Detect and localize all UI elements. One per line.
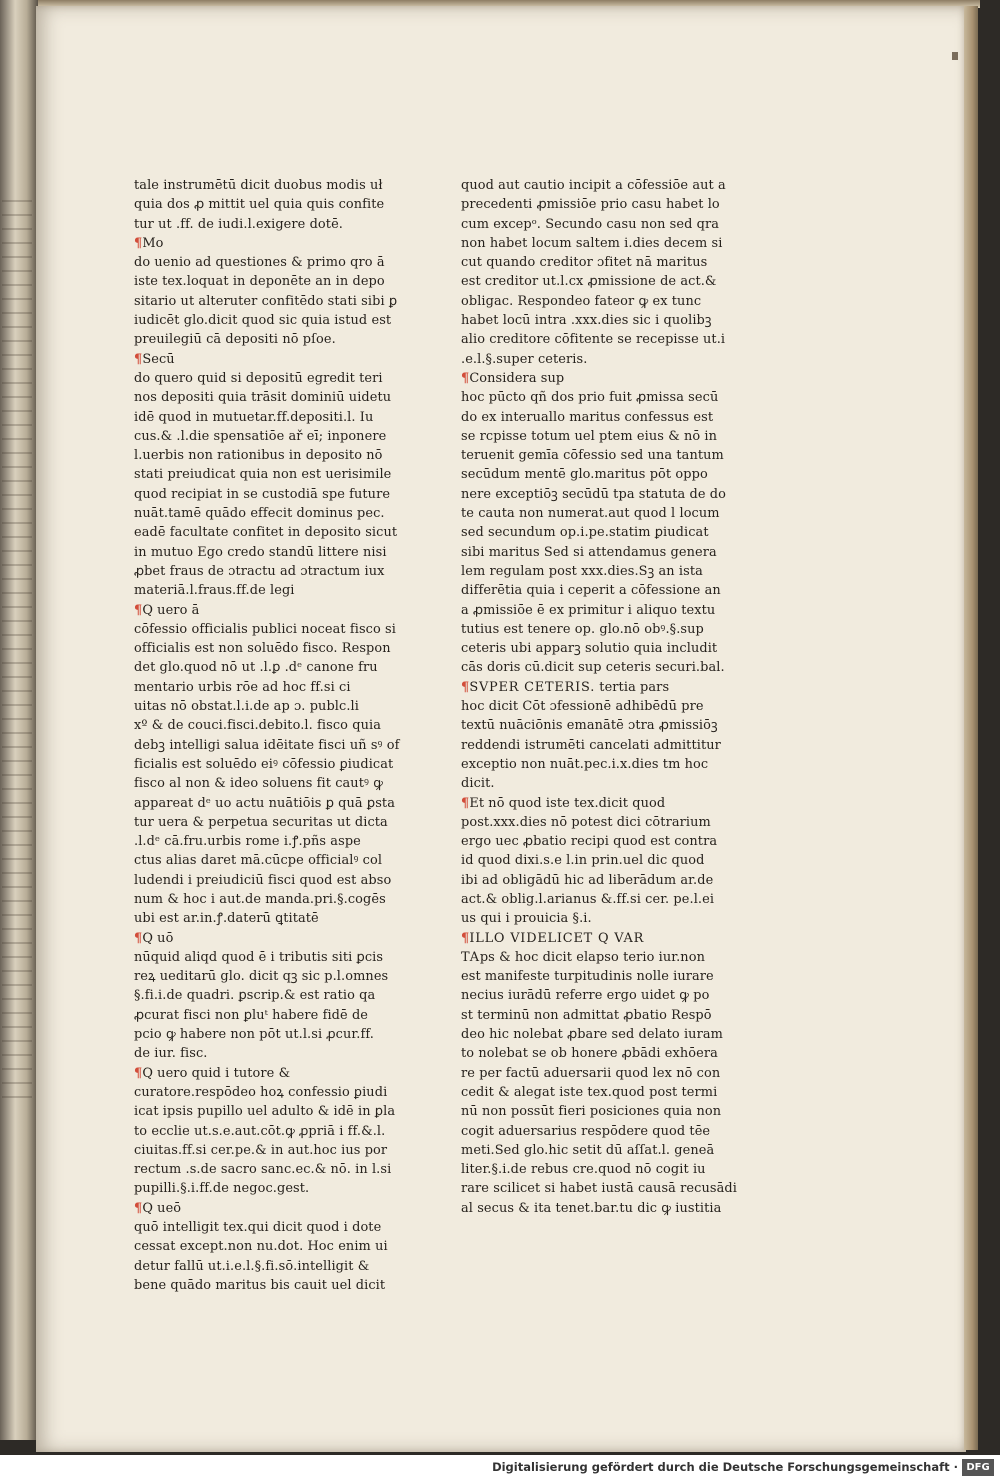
line-text: quia dos ꝓ mittit uel quia quis confite	[134, 197, 385, 213]
text-line	[461, 948, 706, 967]
text-line	[461, 774, 706, 793]
line-text: det glo.quod nō ut .l.ꝑ .dᵉ canone fru	[134, 660, 378, 676]
text-line	[461, 755, 709, 774]
text-line	[461, 1141, 715, 1160]
text-line	[134, 1044, 379, 1063]
line-text: hoc dicit Cōt ɔfessionē adhibēdū pre	[461, 699, 704, 715]
text-line	[134, 716, 379, 735]
text-line	[461, 1160, 706, 1179]
line-text: Q uero quid i tutore &	[142, 1065, 291, 1081]
text-line	[134, 1006, 379, 1025]
line-text: uitas nō obstat.l.i.de ap ɔ. publc.li	[134, 699, 359, 715]
line-text: deo hic nolebat ꝓbare sed delato iuram	[461, 1027, 723, 1043]
text-line	[134, 851, 383, 870]
line-text: do quero quid si depositū egredit teri	[134, 370, 383, 386]
text-line	[134, 465, 392, 484]
line-text: cogit aduersarius respōdere quod tēe	[461, 1123, 711, 1139]
line-text: rare scilicet si habet iustā causā recusādi	[461, 1181, 737, 1197]
line-text: cus.& .l.die spensatiōe ař eī; inponere	[134, 428, 387, 444]
text-line	[134, 1083, 388, 1102]
text-line	[461, 813, 711, 832]
line-text: icat ipsis pupillo uel adulto & idē in ꝑla	[134, 1104, 396, 1120]
line-text: re per factū aduersarii quod lex nō con	[461, 1065, 721, 1081]
text-line	[134, 176, 383, 195]
text-line	[461, 311, 712, 330]
line-text: al secus & ita tenet.bar.tu dic ꝙ iustitia	[461, 1200, 722, 1216]
line-text: xº & de couci.fisci.debito.l. fisco quia	[134, 718, 381, 734]
line-text: Secū	[142, 351, 175, 367]
line-text: idē quod in mutuetar.ff.depositi.l. Iu	[134, 409, 374, 425]
text-line	[134, 755, 394, 774]
text-line	[134, 253, 385, 272]
text-line	[461, 678, 706, 697]
text-line	[134, 601, 379, 620]
text-line	[461, 350, 706, 369]
line-text: pcio ꝙ habere non pōt ut.l.si ꝓcur.ff.	[134, 1027, 374, 1043]
line-text: sed secundum op.i.pe.statim ꝑiudicat	[461, 525, 709, 541]
text-line	[461, 890, 715, 909]
text-line	[134, 504, 385, 523]
line-text: nere exceptiōꝫ secūdū tpa statuta de do	[461, 486, 727, 502]
text-line	[461, 601, 716, 620]
text-line	[134, 620, 396, 639]
rubric-mark: ¶	[134, 235, 143, 251]
line-text: habet locū intra .xxx.dies sic i quolibꝫ	[461, 313, 712, 329]
line-text: precedenti ꝓmissiōe prio casu habet lo	[461, 197, 720, 213]
text-line	[461, 697, 706, 716]
rubric-mark: ¶	[134, 1200, 143, 1216]
line-text: act.& oblig.l.arianus &.ff.si cer. pe.l.ei	[461, 891, 715, 907]
line-text: .e.l.§.super ceteris.	[461, 351, 588, 367]
line-text: tutius est tenere op. glo.nō obꝰ.§.sup	[461, 621, 704, 637]
text-line	[461, 523, 709, 542]
text-line	[461, 388, 719, 407]
line-text: quod aut cautio incipit a cōfessiōe aut a	[461, 178, 726, 193]
text-line	[134, 890, 386, 909]
text-line	[461, 253, 706, 272]
rubric-mark: ¶	[134, 351, 143, 367]
line-text: eadē facultate confitet in deposito sicut	[134, 525, 398, 541]
text-line	[134, 909, 379, 928]
line-text: Et nō quod iste tex.dicit quod	[469, 795, 666, 811]
line-text: stati preiudicat quia non est uerisimile	[134, 467, 392, 483]
line-text: Q uero ā	[142, 602, 200, 618]
text-line	[461, 658, 725, 677]
line-text: to ecclie ut.s.e.aut.cōt.ꝙ ꝓpriā i ff.&.l.	[134, 1123, 386, 1139]
text-line	[134, 485, 391, 504]
line-text: nuāt.tamē quādo effecit dominus pec.	[134, 506, 385, 522]
text-line	[461, 794, 706, 813]
text-line	[134, 871, 392, 890]
rubric-mark: ¶	[134, 602, 143, 618]
rubric-mark: ¶	[461, 930, 470, 946]
text-line	[134, 234, 379, 253]
text-column-right	[461, 176, 737, 1218]
text-line	[461, 543, 717, 562]
line-text: ciuitas.ff.si cer.pe.& in aut.hoc ius por	[134, 1142, 388, 1158]
line-text: rectum .s.de sacro sanc.ec.& nō. in l.si	[134, 1162, 392, 1178]
text-column-left	[134, 176, 400, 1295]
line-text: est creditor ut.l.cx ꝓmissione de act.&	[461, 274, 717, 290]
line-text: in mutuo Ego credo standū littere nisi	[134, 544, 387, 560]
line-text: bene quādo maritus bis cauit uel dicit	[134, 1277, 386, 1293]
line-text: hoc pūcto qñ dos prio fuit ꝓmissa secū	[461, 390, 719, 406]
rubric-mark: ¶	[134, 1065, 143, 1081]
rubric-mark: ¶	[461, 679, 470, 695]
line-text: curatore.respōdeo hoꝝ confessio ꝑiudi	[134, 1084, 388, 1100]
line-text: id quod dixi.s.e l.in prin.uel dic quod	[461, 853, 705, 869]
text-line	[134, 369, 383, 388]
text-line	[461, 427, 718, 446]
text-line	[134, 408, 379, 427]
line-text: .l.dᵉ cā.fru.urbis rome i.ꝭ.pñs aspe	[134, 834, 361, 850]
text-line	[134, 1257, 379, 1276]
text-line	[461, 1122, 711, 1141]
text-line	[461, 1199, 722, 1218]
text-line	[134, 794, 395, 813]
line-text: ficialis est soluēdo eiꝰ cōfessio ꝑiudicat	[134, 756, 394, 772]
rubric-mark: ¶	[461, 370, 470, 386]
text-line	[461, 504, 720, 523]
line-text: non habet locum saltem i.dies decem si	[461, 235, 723, 251]
line-text: teruenit gemīa cōfessio sed una tantum	[461, 448, 724, 464]
text-line	[134, 813, 388, 832]
line-text: ceteris ubi apparꝫ solutio quia includit	[461, 641, 718, 657]
line-text: preuilegiū cā depositi nō pſoe.	[134, 332, 336, 348]
text-line	[134, 1102, 396, 1121]
text-line	[461, 465, 706, 484]
text-line	[134, 774, 383, 793]
line-text: obligac. Respondeo fateor ꝙ ex tunc	[461, 293, 702, 309]
line-text: iudicēt glo.dicit quod sic quia istud est	[134, 313, 392, 329]
text-line	[134, 1064, 379, 1083]
text-line	[461, 871, 714, 890]
text-line	[134, 195, 385, 214]
line-text: Mo	[142, 235, 164, 251]
line-text: ctus alias daret mā.cūcpe officialꝰ col	[134, 853, 383, 869]
line-text: officialis est non soluēdo fisco. Respon	[134, 641, 391, 657]
line-text: Q uō	[142, 930, 174, 946]
text-line	[461, 234, 723, 253]
section-heading: ILLO VIDELICET Q VAR	[469, 930, 645, 946]
line-text: se rcpisse totum uel ptem eius & nō in	[461, 428, 718, 444]
text-line	[461, 1083, 718, 1102]
line-text: post.xxx.dies nō potest dici cōtrarium	[461, 814, 711, 830]
text-line	[134, 986, 379, 1005]
dfg-logo: DFG	[962, 1459, 994, 1476]
line-text: cōfessio officialis publici noceat fisco si	[134, 621, 396, 637]
text-line	[134, 330, 379, 349]
line-text: a ꝓmissiōe ē ex primitur i aliquo textu	[461, 602, 716, 618]
line-text: cessat except.non nu.dot. Hoc enim ui	[134, 1239, 388, 1255]
text-line	[134, 562, 385, 581]
text-line	[134, 311, 392, 330]
line-text: differētia quia i ceperit a cōfessione an	[461, 583, 721, 599]
footer-credit: Digitalisierung gefördert durch die Deutsche Forschungsgemeinschaft ·	[492, 1460, 958, 1474]
text-line	[461, 485, 727, 504]
line-text: §.fi.i.de quadri. ꝑscrip.& est ratio qa	[134, 988, 376, 1004]
line-text: tale instrumētū dicit duobus modis uł	[134, 178, 383, 193]
text-line	[134, 1160, 392, 1179]
text-line	[461, 716, 718, 735]
line-text: meti.Sed glo.hic setit dū aſſat.l. geneā	[461, 1142, 715, 1158]
line-text: dicit.	[461, 776, 495, 792]
line-text: sitario ut alteruter confitēdo stati sibi ꝑ	[134, 293, 398, 309]
line-text: detur fallū ut.i.e.l.§.fi.sō.intelligit &	[134, 1258, 370, 1274]
text-line	[461, 272, 717, 291]
text-line	[134, 1237, 388, 1256]
rubric-mark: ¶	[461, 795, 470, 811]
text-line	[134, 292, 398, 311]
line-text: Considera sup	[469, 370, 565, 386]
line-text: nū non possūt fieri posiciones quia non	[461, 1104, 722, 1120]
text-line	[461, 1044, 718, 1063]
text-line	[461, 967, 714, 986]
text-line	[461, 1025, 723, 1044]
line-text: iste tex.loquat in deponēte an in depo	[134, 274, 385, 290]
line-text: appareat dᵉ uo actu nuātiōis ꝑ quā ꝑsta	[134, 795, 395, 811]
text-line	[134, 967, 389, 986]
text-line	[134, 1179, 379, 1198]
text-line	[134, 1122, 386, 1141]
line-text: to nolebat se ob honere ꝓbādi exhōera	[461, 1046, 718, 1062]
text-line	[461, 1102, 722, 1121]
line-text: necius iurādū referre ergo uidet ꝙ po	[461, 988, 710, 1004]
text-line	[134, 523, 398, 542]
text-line	[134, 948, 384, 967]
line-text: ps & hoc dicit elapso terio iur.non	[479, 949, 705, 965]
text-line	[134, 678, 379, 697]
text-line	[461, 562, 706, 581]
page-marker	[952, 52, 958, 60]
text-line	[461, 176, 726, 195]
text-line	[461, 1064, 721, 1083]
text-line	[461, 215, 720, 234]
line-text: te cauta non numerat.aut quod l locum	[461, 506, 720, 522]
text-line	[461, 195, 720, 214]
line-text: de iur. fisc.	[134, 1046, 208, 1062]
line-text: ludendi i preiudiciū fisci quod est abso	[134, 872, 392, 888]
text-line	[461, 1179, 737, 1198]
line-text: Q ueō	[142, 1200, 182, 1216]
line-text: fisco al non & ideo soluens fit cautꝰ ꝙ	[134, 776, 383, 792]
line-text: cās doris cū.dicit sup ceteris securi.bal.	[461, 660, 725, 676]
line-text: st terminū non admittat ꝓbatio Respō	[461, 1007, 712, 1023]
line-text: ꝓcurat fisci non ꝑluᵗ habere fidē de	[134, 1007, 369, 1023]
line-text: reddendi istrumēti cancelati admittitur	[461, 737, 721, 753]
rubric-mark: ¶	[134, 930, 143, 946]
text-line	[461, 832, 718, 851]
text-line	[461, 446, 724, 465]
text-line	[461, 1006, 712, 1025]
text-line	[134, 215, 379, 234]
text-line	[461, 581, 721, 600]
text-line	[134, 697, 379, 716]
text-line	[461, 620, 706, 639]
text-line	[461, 639, 718, 658]
text-line	[134, 929, 379, 948]
text-line	[134, 272, 385, 291]
section-heading: TA	[461, 949, 480, 965]
text-line	[134, 736, 400, 755]
line-text: materiā.l.fraus.ff.de legi	[134, 583, 295, 599]
line-text: tur ut .ff. de iudi.l.exigere dotē.	[134, 216, 344, 232]
line-text: nos depositi quia trāsit dominiū uidetu	[134, 390, 392, 406]
line-text: textū nuāciōnis emanātē ɔtra ꝓmissiōꝫ	[461, 718, 718, 734]
text-line	[461, 736, 721, 755]
left-page-text-bleed	[2, 200, 32, 1100]
text-line	[461, 851, 706, 870]
line-text: reꝝ ueditarū glo. dicit qꝫ sic p.l.omnes	[134, 969, 389, 985]
line-text: quō intelligit tex.qui dicit quod i dote	[134, 1220, 382, 1236]
text-line	[134, 581, 379, 600]
text-line	[134, 832, 379, 851]
text-line	[461, 929, 706, 948]
text-line	[461, 909, 706, 928]
text-line	[134, 427, 387, 446]
line-text: ubi est ar.in.ꝭ.daterū ꝗtitatē	[134, 911, 319, 927]
line-text: cum excepᵒ. Secundo casu non sed qra	[461, 216, 720, 232]
text-line	[134, 388, 392, 407]
text-line	[134, 1199, 379, 1218]
line-text: secūdum mentē glo.maritus pōt oppo	[461, 467, 708, 483]
text-line	[461, 330, 726, 349]
line-text: est manifeste turpitudinis nolle iurare	[461, 969, 714, 985]
text-line	[134, 1276, 386, 1295]
line-text: exceptio non nuāt.pec.i.x.dies tm hoc	[461, 756, 709, 772]
line-text: do uenio ad questiones & primo qro ā	[134, 255, 385, 271]
right-page-edge	[964, 6, 978, 1450]
footer-bar	[0, 1455, 1000, 1481]
text-line	[134, 350, 379, 369]
text-line	[134, 658, 379, 677]
line-text: l.uerbis non rationibus in deposito nō	[134, 448, 383, 464]
text-line	[134, 446, 383, 465]
line-text: mentario urbis rōe ad hoc ff.si ci	[134, 679, 351, 695]
left-page-edge	[0, 0, 38, 1440]
line-text: num & hoc i aut.de manda.pri.§.cogēs	[134, 891, 386, 907]
text-line	[461, 292, 706, 311]
line-text: alio creditore cōfitente se recepisse ut.i	[461, 332, 726, 348]
line-text: sibi maritus Sed si attendamus genera	[461, 544, 717, 560]
line-text: nūquid aliqd quod ē i tributis siti ꝑcis	[134, 949, 384, 965]
text-line	[134, 1141, 388, 1160]
text-line	[461, 986, 710, 1005]
line-text: ꝓbet fraus de ɔtractu ad ɔtractum iux	[134, 563, 385, 579]
text-line	[134, 1218, 382, 1237]
line-text: ergo uec ꝓbatio recipi quod est contra	[461, 834, 718, 850]
text-line	[461, 369, 706, 388]
line-text: ibi ad obligādū hic ad liberādum ar.de	[461, 872, 714, 888]
line-text: do ex interuallo maritus confessus est	[461, 409, 714, 425]
line-text: tur uera & perpetua securitas ut dicta	[134, 814, 388, 830]
text-line	[134, 1025, 379, 1044]
line-text: lem regulam post xxx.dies.Sꝫ an ista	[461, 563, 703, 579]
line-text: us qui i prouicia §.i.	[461, 911, 592, 927]
line-text: cut quando creditor ɔfitet nā maritus	[461, 255, 708, 271]
line-text: quod recipiat in se custodiā spe future	[134, 486, 391, 502]
text-line	[461, 408, 714, 427]
line-text: liter.§.i.de rebus cre.quod nō cogit iu	[461, 1162, 706, 1178]
line-text: tertia pars	[595, 679, 670, 695]
section-heading: SVPER CETERIS.	[469, 679, 596, 695]
line-text: pupilli.§.i.ff.de negoc.gest.	[134, 1181, 310, 1197]
line-text: debꝫ intelligi salua idēitate fisci uñ sꝰ of	[134, 737, 400, 753]
text-line	[134, 543, 387, 562]
line-text: cedit & alegat iste tex.quod post termi	[461, 1084, 718, 1100]
text-line	[134, 639, 391, 658]
